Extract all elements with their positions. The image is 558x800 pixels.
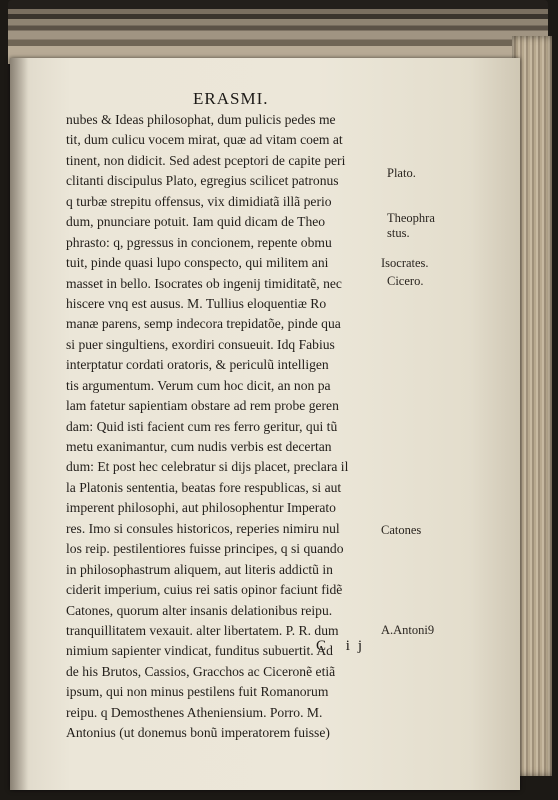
text-line: tranquillitatem vexauit. alter libertatem. P. R. dum	[66, 622, 339, 638]
text-line: q turbæ strepitu offensus, vix dimidiatã illã perio	[66, 193, 332, 209]
running-head: ERASMI.	[193, 89, 269, 108]
text-line: interptatur cordati oratoris, & periculũ intelligen	[66, 357, 329, 373]
text-line: clitanti discipulus Plato, egregius scilicet patronus	[66, 173, 339, 189]
text-line: phrasto: q, pgressus in concionem, repente obmu	[66, 234, 332, 250]
text-line: dam: Quid isti facient cum res ferro geritur, qui tũ	[66, 418, 338, 434]
marginal-note-catones: Catones	[381, 523, 422, 537]
text-line: metu exanimantur, cum nudis verbis est decertan	[66, 439, 332, 454]
text-line: in philosophastrum aliquem, aut literis addictũ in	[66, 561, 333, 577]
marginal-note-antonius: A.Antoni9	[381, 623, 435, 637]
text-line: tuit, pinde quasi lupo conspecto, qui militem ani	[66, 255, 329, 271]
text-line: ipsum, qui non minus pestilens fuit Romanorum	[66, 684, 329, 700]
marginal-note-theophrastus: Theophra	[387, 211, 435, 225]
text-line: lam fatetur sapientiam obstare ad rem probe geren	[66, 398, 339, 414]
text-line: de his Brutos, Cassios, Gracchos ac Ciceronẽ etiã	[66, 663, 336, 679]
text-line: imperent philosophi, aut philosophentur Imperato	[66, 500, 336, 516]
text-line: reipu. q Demosthenes Atheniensium. Porro. M.	[66, 704, 323, 720]
text-line: dum, pnunciare potuit. Iam quid dicam de Theo	[66, 214, 326, 230]
text-line: Catones, quorum alter insanis delationibus reipu.	[66, 602, 333, 618]
text-line: tit, dum culicu vocem mirat, quæ ad vitam coem at	[66, 132, 343, 148]
gutter-shadow	[10, 58, 28, 790]
book-page	[10, 58, 520, 790]
text-line: tis argumentum. Verum cum hoc dicit, an non pa	[66, 377, 331, 393]
signature-mark: C ij	[316, 638, 371, 654]
text-line: los reip. pestilentiores fuisse principes, q si quando	[66, 541, 344, 557]
text-line: nubes & Ideas philosophat, dum pulicis pedes me	[66, 112, 336, 127]
show-through-from-reverse	[408, 258, 518, 678]
marginal-note-plato: Plato.	[387, 166, 416, 180]
text-line: tinent, non didicit. Sed adest pceptori de capite peri	[66, 152, 346, 168]
text-line: si puer singultiens, exordiri consueuit. Idq Fabius	[66, 336, 335, 352]
marginal-note-isocrates: Isocrates.	[381, 256, 429, 270]
text-line: masset in bello. Isocrates ob ingenij timiditatẽ, nec	[66, 275, 342, 291]
marginal-note-theophrastus-cont: stus.	[387, 226, 410, 240]
book-top-edge	[8, 0, 548, 64]
text-line: dum: Et post hec celebratur si dijs placet, preclara il	[66, 459, 349, 475]
text-line: la Platonis sententia, beatas fore respublicas, si aut	[66, 479, 342, 495]
text-line: ciderit imperium, cuius rei satis opinor faciunt fidẽ	[66, 582, 343, 598]
text-line: res. Imo si consules historicos, reperies nimiru nul	[66, 520, 340, 536]
text-line: manæ parens, semp indecora trepidatõe, pinde qua	[66, 316, 341, 332]
text-line: Antonius (ut donemus bonũ imperatorem fuisse)	[66, 725, 330, 741]
text-line: nimium sapienter vindicat, funditus subuertit. Ad	[66, 643, 333, 659]
marginal-note-cicero: Cicero.	[387, 274, 424, 288]
text-line: hiscere vnq est ausus. M. Tullius eloquentiæ Ro	[66, 295, 327, 311]
